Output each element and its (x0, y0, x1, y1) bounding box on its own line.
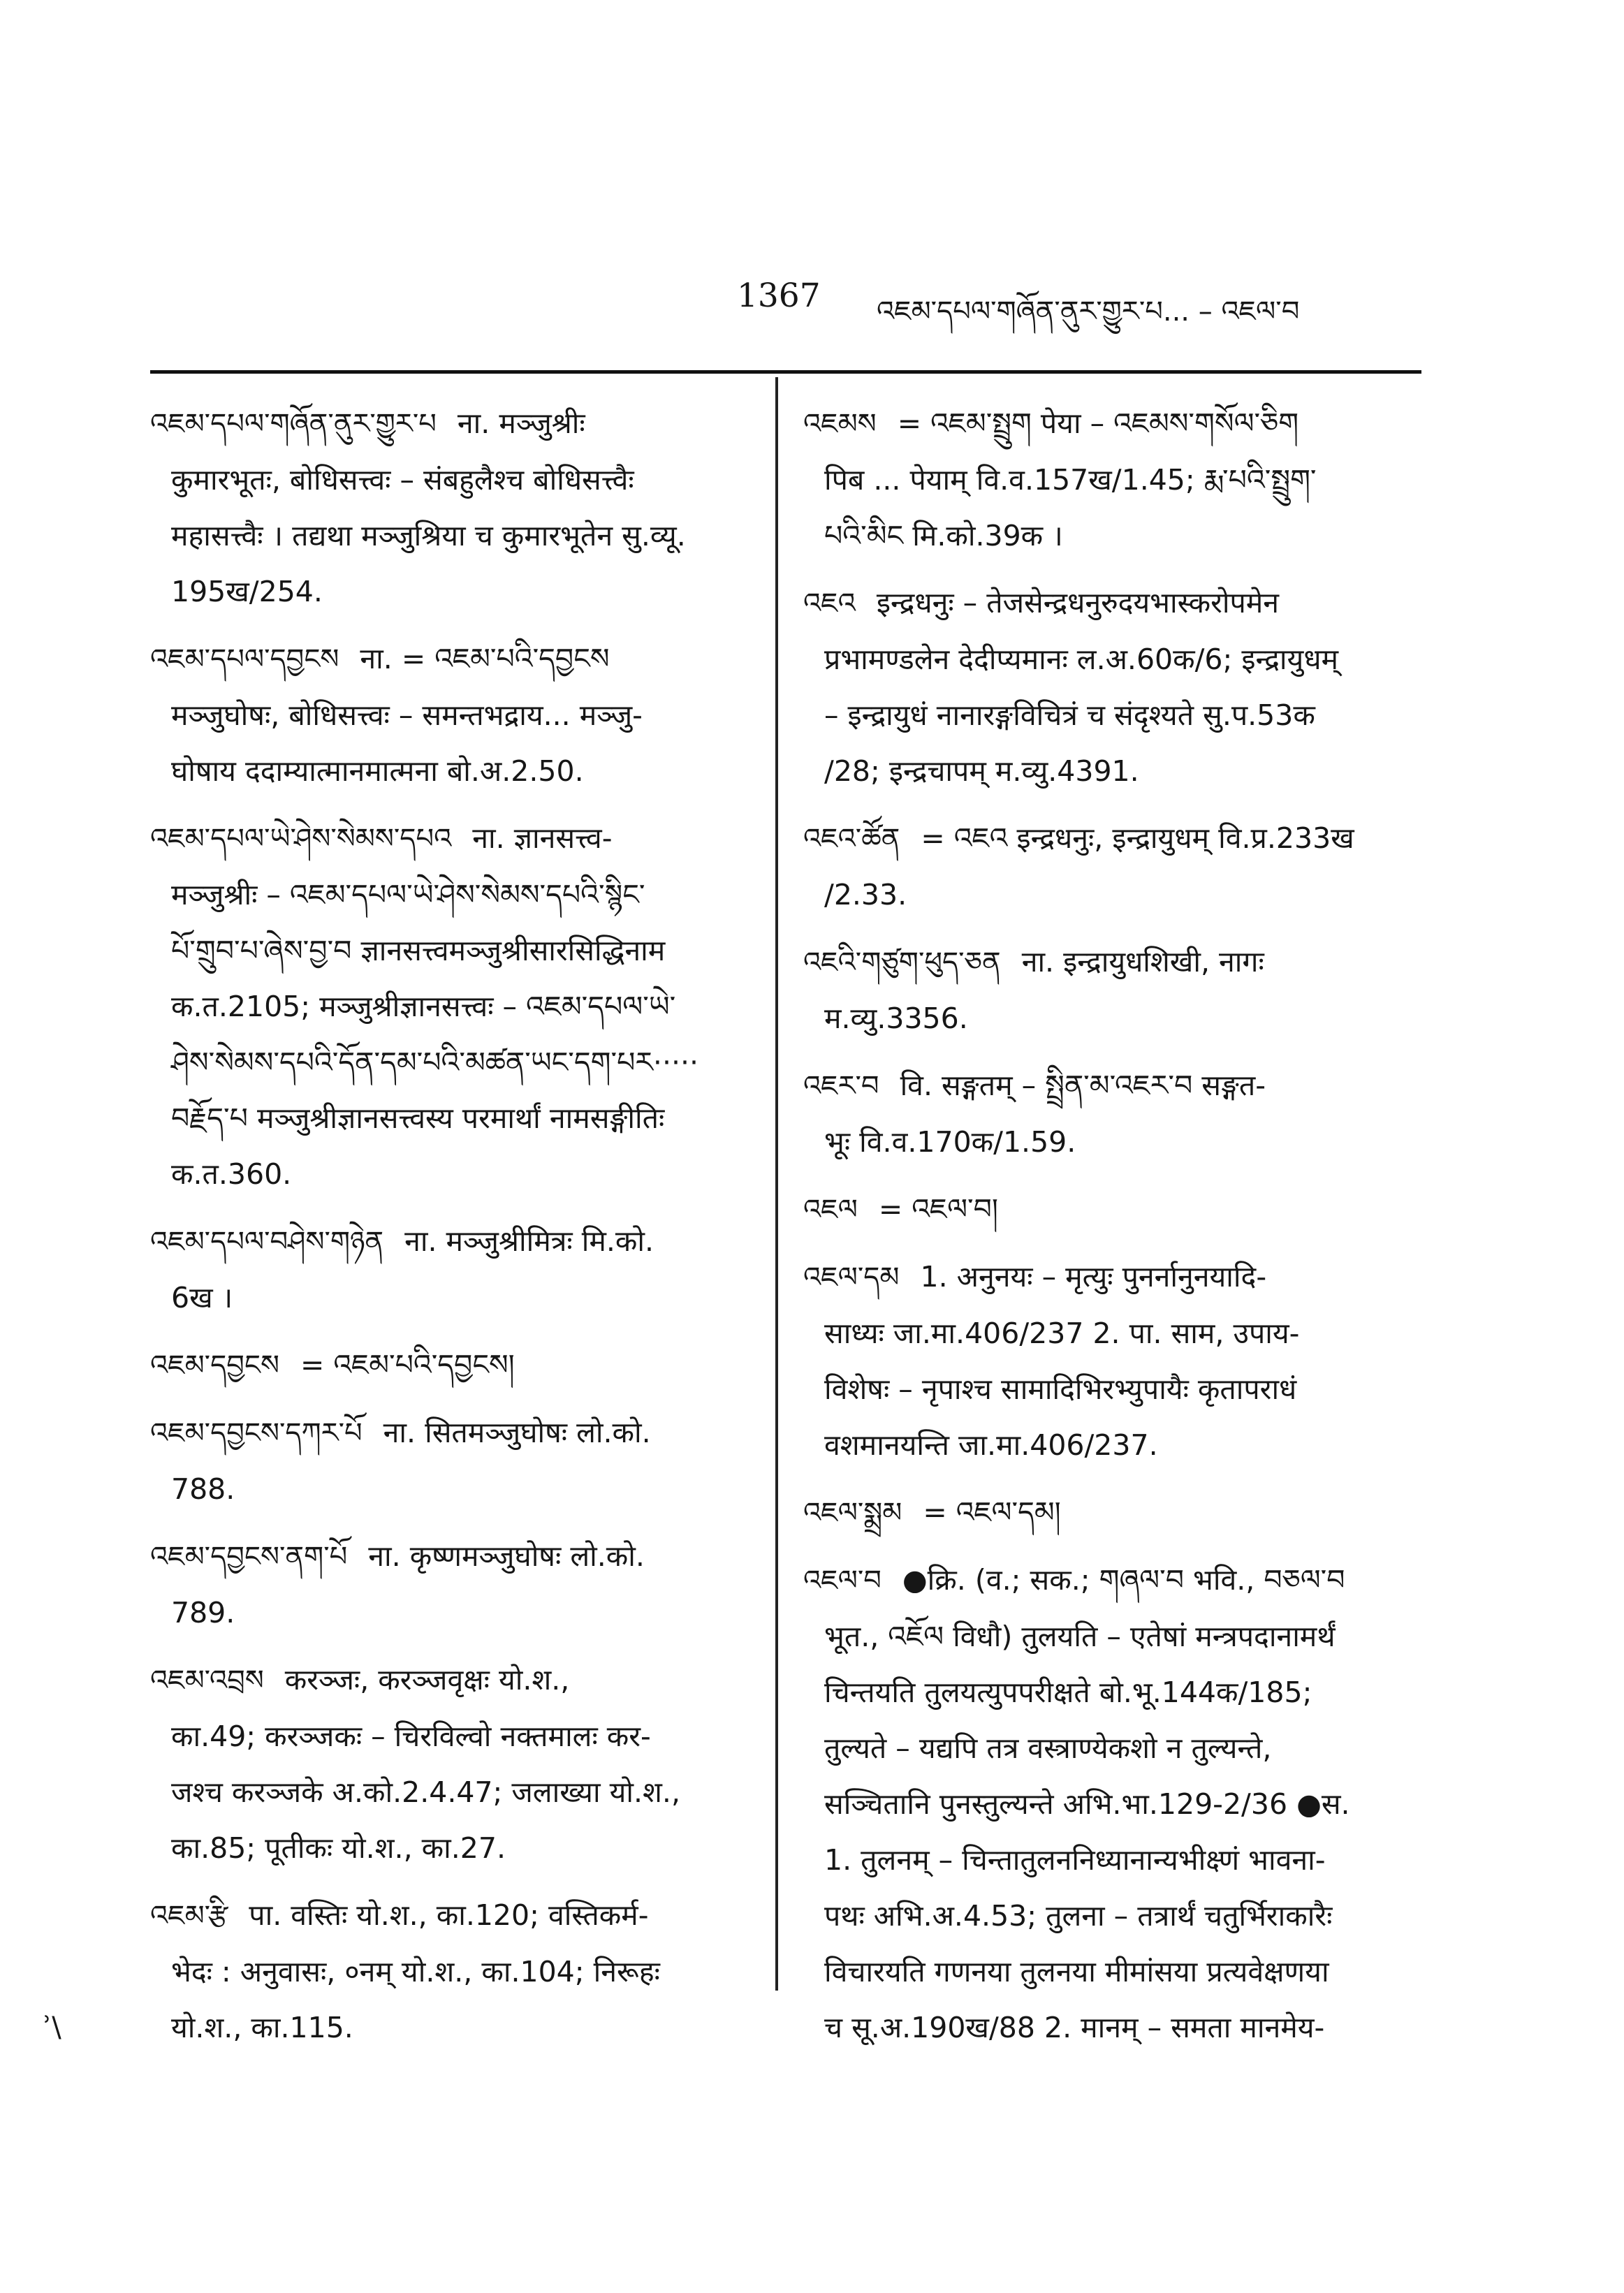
entry-line: घोषाय ददाम्यात्मानमात्मना बो.अ.2.50. (171, 754, 584, 788)
entry-line: /28; इन्द्रचापम् म.व्यु.4391. (824, 754, 1139, 788)
entry-line: – इन्द्रायुधं नानारङ्गविचित्रं च संदृश्यते सु.प.53क (824, 698, 1315, 732)
column-divider (775, 377, 778, 1991)
entry-line: क.त.360. (171, 1157, 292, 1191)
headword: འཇམ་དཔལ་གཞོན་ནུར་གྱུར་པ (150, 408, 437, 440)
entry-line: 195ख/254. (171, 575, 323, 608)
dictionary-entry (150, 631, 751, 799)
entry-line: ཤེས་སེམས་དཔའི་དོན་དམ་པའི་མཚན་ཡང་དག་པར····· (171, 1046, 699, 1079)
entry-first-line (803, 1057, 1418, 1114)
entry-line: वशमानयन्ति जा.मा.406/237. (824, 1428, 1158, 1462)
headword: འཇམ་དཔལ་ཡེ་ཤེས་སེམས་དཔའ (150, 823, 452, 855)
headword: འཇལ (803, 1194, 858, 1226)
entry-first-line (150, 1652, 751, 1708)
dictionary-entry (803, 934, 1418, 1046)
definition-start: = འཇལ་བ། (878, 1192, 999, 1226)
entry-line: བརྗོད་པ मञ्जुश्रीज्ञानसत्त्वस्य परमार्थां नामसङ्गीतिः (171, 1101, 665, 1135)
definition-start: 1. अनुनयः – मृत्युः पुनर्नानुनयादि- (920, 1260, 1267, 1294)
dictionary-entry (803, 810, 1418, 923)
definition-start: ना. सितमञ्जुघोषः लो.को. (383, 1416, 651, 1449)
definition-start: ना. कृष्णमञ्जुघोषः लो.को. (368, 1539, 645, 1573)
dictionary-entry (803, 395, 1418, 564)
headword: འཇམ་དབྱངས (150, 1349, 279, 1382)
entry-line: महासत्त्वैः । तद्यथा मञ्जुश्रिया च कुमारभूतेन सु.व्यू. (171, 519, 686, 552)
entry-first-line (150, 1528, 751, 1585)
entry-first-line (803, 1484, 1418, 1541)
entry-first-line (803, 1181, 1418, 1238)
entry-line: पथः अभि.अ.4.53; तुलना – तत्रार्थं चतुर्भिराकारैः (824, 1899, 1333, 1933)
entry-line: /2.33. (824, 878, 907, 911)
definition-start: = འཇའ इन्द्रधनुः, इन्द्रायुधम् वि.प्र.233ख (921, 821, 1354, 855)
entry-line: विचारयति गणनया तुलनया मीमांसया प्रत्यवेक्षणया (824, 1955, 1329, 1988)
entry-first-line (150, 1337, 751, 1393)
headword: འཇལ་དམ (803, 1261, 900, 1294)
definition-start: ●क्रि. (व.; सक.; གཞལ་བ भवि., བཅལ་བ (902, 1563, 1345, 1597)
entry-first-line (150, 395, 751, 452)
headword: འཇམ་འབྲས (150, 1664, 264, 1697)
entry-line: पिब ... पेयाम् वि.व.157ख/1.45; རྨ་པའི་སྤྲུག་ (824, 463, 1317, 497)
dictionary-entry (803, 1552, 1418, 2056)
entry-line: यो.श., का.115. (171, 2011, 353, 2044)
headword: འཇམ་དབྱངས་ནག་པོ (150, 1541, 348, 1573)
entry-line: च सू.अ.190ख/88 2. मानम् – समता मानमेय- (824, 2011, 1325, 2044)
entry-line: 788. (171, 1472, 235, 1506)
definition-start: = འཇམ་པའི་དབྱངས། (300, 1348, 515, 1382)
entry-line: तुल्यते – यद्यपि तत्र वस्त्राण्येकशो न तुल्यन्ते, (824, 1731, 1272, 1765)
dictionary-entry (150, 1405, 751, 1517)
dictionary-entry (803, 575, 1418, 799)
definition-start: करञ्जः, करञ्जवृक्षः यो.श., (284, 1663, 570, 1697)
dictionary-entry (150, 1528, 751, 1641)
dictionary-entry (150, 810, 751, 1202)
entry-first-line (803, 1552, 1418, 1609)
dictionary-entry (150, 1213, 751, 1326)
entry-line: चिन्तयति तुलयत्युपपरीक्षते बो.भू.144क/185; (824, 1676, 1312, 1709)
dictionary-entry (803, 1484, 1418, 1541)
dictionary-entry (803, 1249, 1418, 1473)
headword: འཇམས (803, 408, 877, 440)
entry-first-line (150, 1213, 751, 1270)
entry-line: भूत., འཇོལ विधौ) तुलयति – एतेषां मन्त्रपदानामर्थं (824, 1620, 1336, 1653)
headword: འཇམ་དཔལ་དབྱངས (150, 643, 339, 675)
headword: འཇལ་སྨྲམ (803, 1497, 902, 1529)
headword: འཇར་བ (803, 1070, 879, 1102)
entry-line: म.व्यु.3356. (824, 1002, 968, 1035)
entry-first-line (803, 810, 1418, 867)
entry-line: 1. तुलनम् – चिन्तातुलननिध्यानान्यभीक्ष्णं भावना- (824, 1843, 1326, 1877)
entry-line: པོ་གྲུབ་པ་ཞེས་བྱ་བ ज्ञानसत्त्वमञ्जुश्रीसारसिद्धिनाम (171, 934, 666, 967)
headword: འཇའ (803, 587, 856, 620)
entry-line: भूः वि.व.170क/1.59. (824, 1125, 1076, 1159)
dictionary-entry (803, 1181, 1418, 1238)
entry-first-line (803, 934, 1418, 990)
entry-line: भेदः : अनुवासः, ०नम् यो.श., का.104; निरूहः (171, 1955, 660, 1988)
definition-start: पा. वस्तिः यो.श., का.120; वस्तिकर्म- (249, 1898, 649, 1932)
page-number: 1367 (737, 277, 821, 315)
entry-first-line (150, 1887, 751, 1944)
definition-start: ना. इन्द्रायुधशिखी, नागः (1021, 945, 1264, 979)
entry-line: कुमारभूतः, बोधिसत्त्वः – संबहुलैश्च बोधिसत्त्वैः (171, 463, 634, 497)
definition-start: इन्द्रधनुः – तेजसेन्द्रधनुरुदयभास्करोपमेन (876, 586, 1280, 620)
headword: འཇམ་རྩི (150, 1900, 228, 1932)
entry-line: प्रभामण्डलेन देदीप्यमानः ल.अ.60क/6; इन्द्रायुधम् (824, 643, 1339, 676)
definition-start: ना. ज्ञानसत्त्व- (472, 821, 613, 855)
entry-line: सञ्चितानि पुनस्तुल्यन्ते अभि.भा.129-2/36 ●स. (824, 1787, 1350, 1821)
headword: འཇའི་གཙུག་ཕུད་ཅན (803, 946, 1001, 979)
entry-line: 6ख । (171, 1281, 233, 1314)
definition-start: ना. = འཇམ་པའི་དབྱངས (360, 642, 610, 675)
dictionary-entry (150, 1652, 751, 1876)
entry-first-line (803, 395, 1418, 452)
entry-line: 789. (171, 1596, 235, 1629)
entry-line: का.85; पूतीकः यो.श., का.27. (171, 1831, 506, 1865)
headword: འཇའ་ཚོན (803, 823, 900, 855)
entry-first-line (150, 1405, 751, 1461)
dictionary-entry (150, 1337, 751, 1393)
header-rule (150, 370, 1421, 374)
entry-first-line (803, 575, 1418, 631)
entry-first-line (150, 631, 751, 687)
entry-line: जश्च करञ्जके अ.को.2.4.47; जलाख्या यो.श., (171, 1775, 680, 1809)
entry-line: का.49; करञ्जकः – चिरविल्वो नक्तमालः कर- (171, 1720, 651, 1753)
entry-first-line (150, 810, 751, 867)
dictionary-entry (150, 1887, 751, 2056)
entry-line: པའི་མིང मि.को.39क । (824, 519, 1063, 552)
left-column (150, 395, 751, 2067)
entry-line: मञ्जुघोषः, बोधिसत्त्वः – समन्तभद्राय... मञ्जु- (171, 698, 643, 732)
definition-start: = འཇལ་དམ། (923, 1495, 1061, 1529)
dictionary-entry (150, 395, 751, 620)
headword: འཇམ་དཔལ་བཤེས་གཉེན (150, 1226, 384, 1258)
definition-start: ना. मञ्जुश्रीः (457, 406, 585, 440)
entry-first-line (803, 1249, 1418, 1305)
definition-start: = འཇམ་སྤྲུག पेया – འཇམས་གསོལ་ཅིག (897, 406, 1299, 440)
margin-mark: ʾ\ (43, 2012, 61, 2044)
right-column (803, 395, 1418, 2067)
definition-start: ना. मञ्जुश्रीमित्रः मि.को. (404, 1224, 654, 1258)
headword: འཇལ་བ (803, 1565, 882, 1597)
headword: འཇམ་དབྱངས་དཀར་པོ (150, 1417, 363, 1449)
running-header: འཇམ་དཔལ་གཞོན་ནུར་གྱུར་པ... – འཇལ་བ (877, 295, 1300, 328)
definition-start: वि. सङ्गतम् – སྤྲིན་མ་འཇར་བ सङ्गत- (900, 1069, 1266, 1102)
entry-line: मञ्जुश्रीः – འཇམ་དཔལ་ཡེ་ཤེས་སེམས་དཔའི་སྙིང་ (171, 878, 645, 911)
entry-line: साध्यः जा.मा.406/237 2. पा. साम, उपाय- (824, 1317, 1300, 1350)
entry-line: विशेषः – नृपाश्च सामादिभिरभ्युपायैः कृतापराधं (824, 1372, 1297, 1406)
dictionary-entry (803, 1057, 1418, 1170)
entry-line: क.त.2105; मञ्जुश्रीज्ञानसत्त्वः – འཇམ་དཔལ་ཡེ་ (171, 990, 676, 1023)
